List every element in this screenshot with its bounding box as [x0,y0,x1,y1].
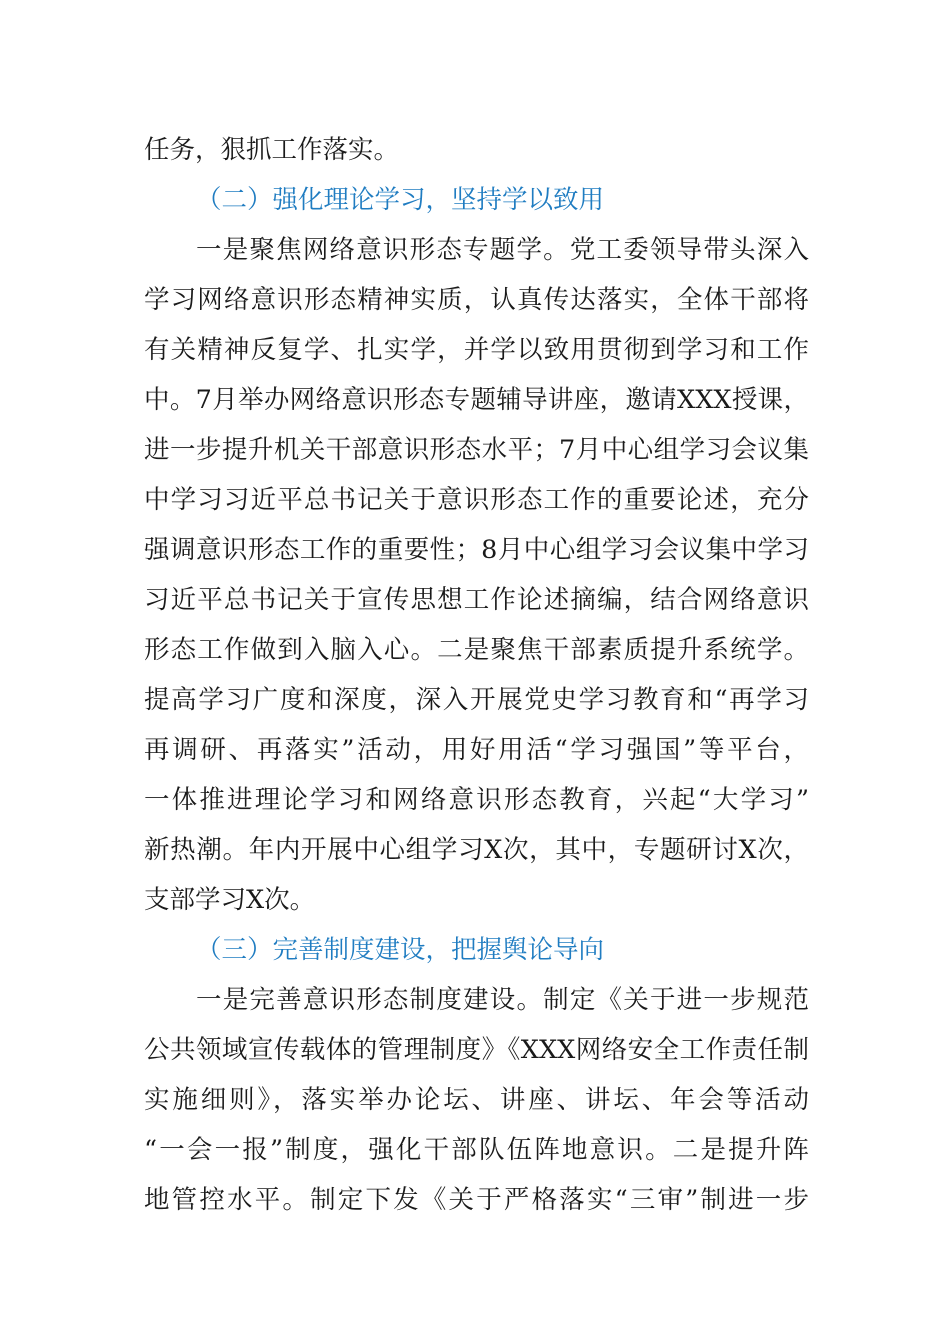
paragraph-line: 提高学习广度和深度，深入开展党史学习教育和“再学习 [144,685,809,715]
paragraph-line: 公共领域宣传载体的管理制度》《XXX网络安全工作责任制 [144,1035,809,1065]
paragraph-line: 中学习习近平总书记关于意识形态工作的重要论述，充分 [144,485,809,515]
section-heading-two: （二）强化理论学习，坚持学以致用 [196,185,605,215]
paragraph-line: 实施细则》，落实举办论坛、讲座、讲坛、年会等活动 [144,1085,809,1115]
paragraph-line: 习近平总书记关于宣传思想工作论述摘编，结合网络意识 [144,585,809,615]
paragraph-line: 一体推进理论学习和网络意识形态教育，兴起“大学习” [144,785,809,815]
paragraph-line: 进一步提升机关干部意识形态水平；7月中心组学习会议集 [144,435,809,465]
paragraph-line: 强调意识形态工作的重要性；8月中心组学习会议集中学习 [144,535,809,565]
paragraph-line: “一会一报”制度，强化干部队伍阵地意识。二是提升阵 [144,1135,809,1165]
paragraph-line: 有关精神反复学、扎实学，并学以致用贯彻到学习和工作 [144,335,809,365]
paragraph-line: 再调研、再落实”活动，用好用活“学习强国”等平台， [144,735,809,765]
paragraph-line: 新热潮。年内开展中心组学习X次，其中，专题研讨X次， [144,835,809,865]
paragraph-line: 中。7月举办网络意识形态专题辅导讲座，邀请XXX授课， [144,385,809,415]
paragraph-line: 学习网络意识形态精神实质，认真传达落实，全体干部将 [144,285,809,315]
section-heading-three: （三）完善制度建设，把握舆论导向 [196,935,605,965]
paragraph-line: 一是完善意识形态制度建设。制定《关于进一步规范 [196,985,809,1015]
paragraph-line: 任务，狠抓工作落实。 [144,135,400,165]
paragraph-line: 一是聚焦网络意识形态专题学。党工委领导带头深入 [196,235,809,265]
paragraph-line: 形态工作做到入脑入心。二是聚焦干部素质提升系统学。 [144,635,809,665]
paragraph-line: 地管控水平。制定下发《关于严格落实“三审”制进一步 [144,1185,809,1215]
paragraph-line: 支部学习X次。 [144,885,316,915]
